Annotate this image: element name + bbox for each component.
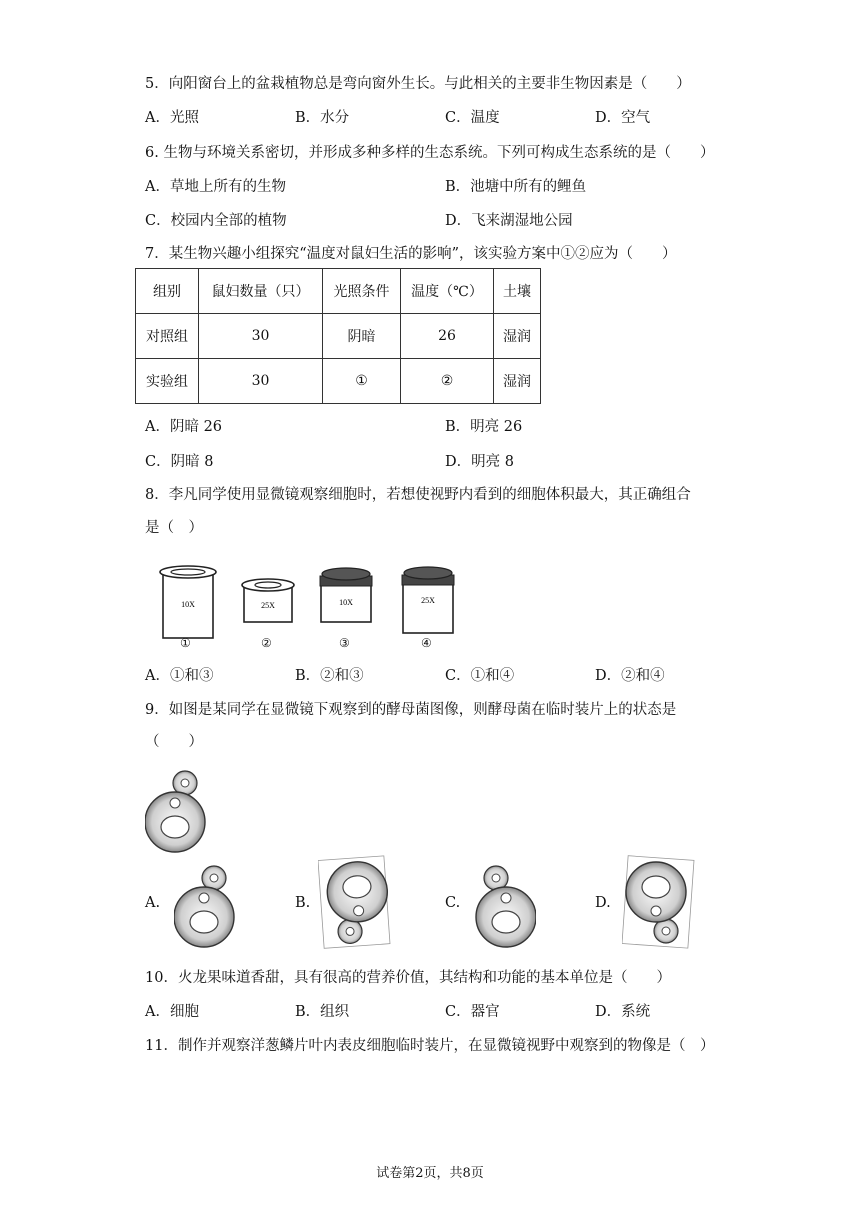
q7-option-a: A．阴暗 26 [145,419,223,435]
q6-option-d: D．飞来湖湿地公园 [445,213,573,229]
q9-option-a: A. [145,895,161,911]
q5-option-a: A．光照 [145,110,199,126]
table-header: 光照条件 [323,269,401,314]
objective-25x-lens [398,563,458,637]
eyepiece-25x-lens [240,576,296,626]
table-cell: ① [323,359,401,404]
table-cell: 湿润 [494,359,541,404]
table-header-row [136,269,541,314]
table-cell: 30 [199,359,323,404]
q10-option-a: A．细胞 [145,1004,199,1020]
eyepiece-10x-lens [157,560,219,642]
table-cell: 对照组 [136,314,199,359]
q9-stem-line1: 9．如图是某同学在显微镜下观察到的酵母菌图像，则酵母菌在临时装片上的状态是 [145,702,677,718]
q11-stem: 11．制作并观察洋葱鳞片叶内表皮细胞临时装片，在显微镜视野中观察到的物像是（ ） [145,1038,715,1054]
table-row [136,314,541,359]
table-header: 组别 [136,269,199,314]
table-cell: 实验组 [136,359,199,404]
q8-stem-line1: 8．李凡同学使用显微镜观察细胞时，若想使视野内看到的细胞体积最大，其正确组合 [145,487,691,503]
q6-option-a: A．草地上所有的生物 [145,179,286,195]
yeast-option-c-image [470,862,536,952]
q9-option-d: D. [595,895,611,911]
q5-option-c: C．温度 [445,110,500,126]
yeast-option-b-image [318,855,392,950]
q6-option-c: C．校园内全部的植物 [145,213,287,229]
page-footer: 试卷第2页，共8页 [376,1166,484,1181]
table-cell: ② [401,359,494,404]
yeast-option-d-image [622,855,696,950]
lens-label-2: ② [261,636,272,650]
table-header: 土壤 [494,269,541,314]
q9-option-c: C. [445,895,461,911]
experiment-table [135,268,541,404]
table-header: 温度（℃） [401,269,494,314]
q7-option-d: D．明亮 8 [445,454,514,470]
table-cell: 湿润 [494,314,541,359]
table-cell: 30 [199,314,323,359]
table-row [136,359,541,404]
yeast-option-a-image [174,862,240,952]
q5-option-d: D．空气 [595,110,651,126]
q10-option-c: C．器官 [445,1004,500,1020]
q9-option-b: B. [295,895,311,911]
q8-option-a: A．①和③ [145,668,214,684]
q8-option-c: C．①和④ [445,668,515,684]
q5-stem: 5．向阳窗台上的盆栽植物总是弯向窗外生长。与此相关的主要非生物因素是（ ） [145,76,691,92]
q10-stem: 10．火龙果味道香甜，具有很高的营养价值，其结构和功能的基本单位是（ ） [145,970,671,986]
yeast-observed-image [145,767,211,857]
q7-stem: 7．某生物兴趣小组探究“温度对鼠妇生活的影响”，该实验方案中①②应为（ ） [145,246,677,262]
lens-magnification-label: 10X [339,598,353,607]
lens-label-1: ① [180,636,191,650]
objective-10x-lens [317,564,375,626]
q7-option-c: C．阴暗 8 [145,454,214,470]
q9-stem-line2: （ ） [145,734,203,750]
q6-option-b: B．池塘中所有的鲤鱼 [445,179,587,195]
lens-magnification-label: 25X [421,596,435,605]
lens-label-3: ③ [339,636,350,650]
q8-option-b: B．②和③ [295,668,364,684]
lens-label-4: ④ [421,636,432,650]
q5-option-b: B．水分 [295,110,350,126]
table-cell: 阴暗 [323,314,401,359]
q7-option-b: B．明亮 26 [445,419,523,435]
lens-magnification-label: 10X [181,600,195,609]
q8-option-d: D．②和④ [595,668,665,684]
q6-stem: 6. 生物与环境关系密切，并形成多种多样的生态系统。下列可构成生态系统的是（ ） [145,145,715,161]
table-header: 鼠妇数量（只） [199,269,323,314]
q10-option-d: D．系统 [595,1004,651,1020]
table-cell: 26 [401,314,494,359]
q10-option-b: B．组织 [295,1004,350,1020]
lens-magnification-label: 25X [261,601,275,610]
q8-stem-line2: 是（ ） [145,520,203,536]
